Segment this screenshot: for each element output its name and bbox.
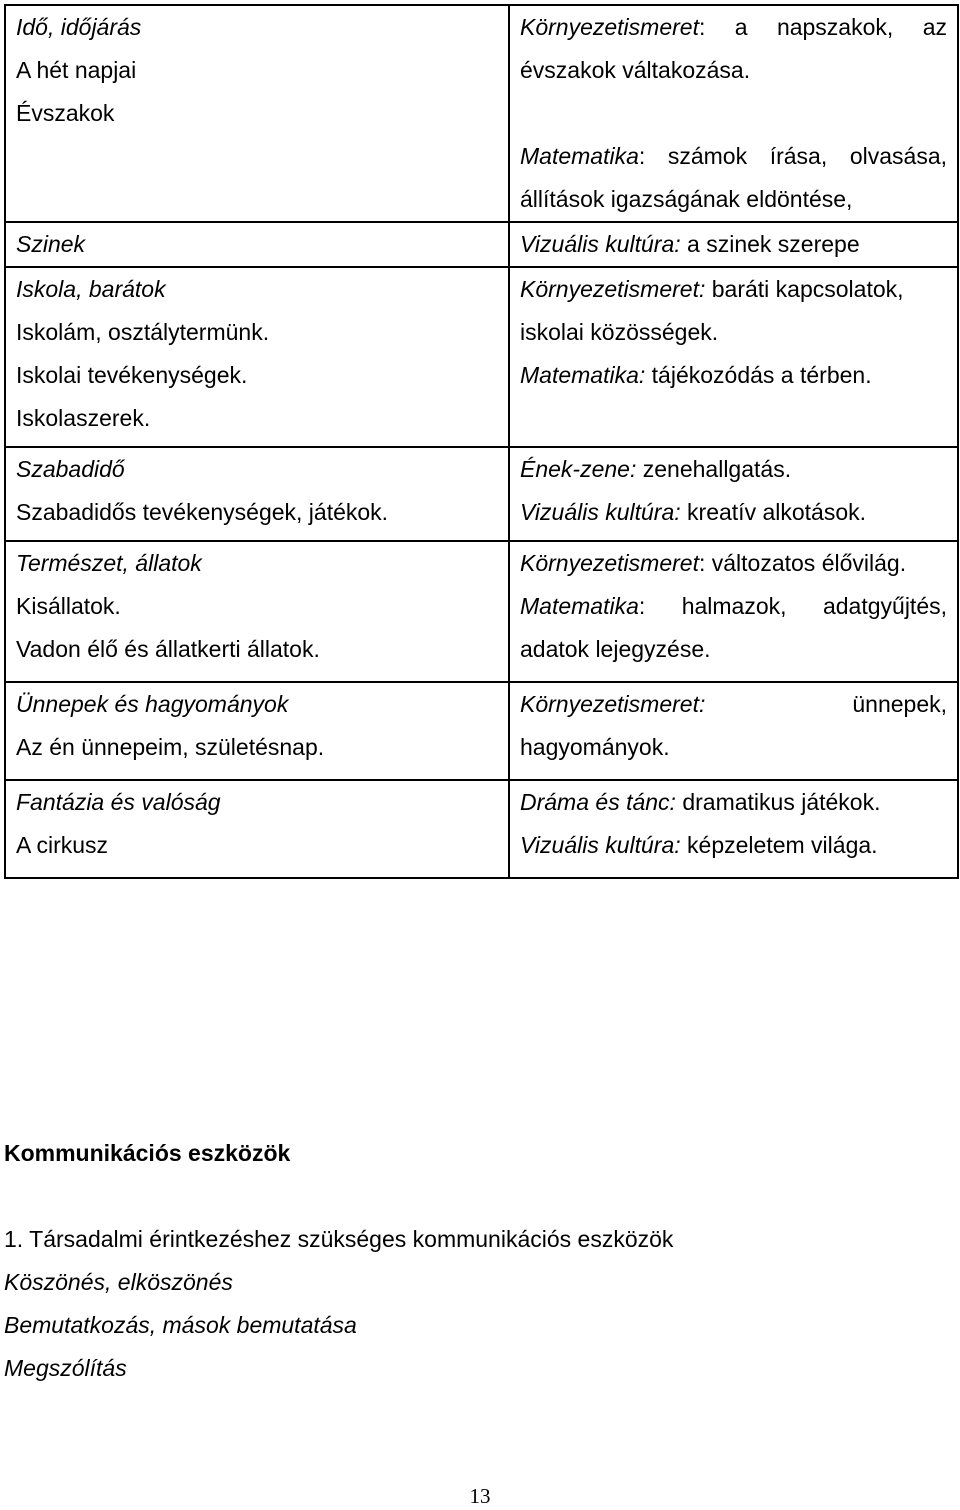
link-line: Dráma és tánc: dramatikus játékok. <box>520 789 881 815</box>
topic-title: Iskola, barátok <box>16 276 166 302</box>
topic-title: Szinek <box>16 231 86 257</box>
topic-line: A hét napjai <box>16 57 137 83</box>
link-line: Matematika: tájékozódás a térben. <box>520 362 872 388</box>
subject-name: Vizuális kultúra: <box>520 499 681 525</box>
topics-table <box>4 4 959 879</box>
topic-title: Ünnepek és hagyományok <box>16 691 289 717</box>
links-cell <box>509 222 958 267</box>
subject-name: Ének-zene: <box>520 456 637 482</box>
topic-title: Természet, állatok <box>16 550 202 576</box>
subject-name: Matematika <box>520 593 639 619</box>
topic-title: Fantázia és valóság <box>16 789 221 815</box>
communication-list <box>4 1218 673 1390</box>
link-line: Környezetismeret: ünnepek, hagyományok. <box>520 683 947 769</box>
link-line: Matematika: halmazok, adatgyűjtés, adatok lejegyzése. <box>520 593 947 662</box>
page-number: 13 <box>469 1484 491 1508</box>
topic-line: Vadon élő és állatkerti állatok. <box>16 636 320 662</box>
topic-line: Évszakok <box>16 100 115 126</box>
table-row <box>5 541 958 682</box>
topic-cell <box>5 267 509 447</box>
topic-cell <box>5 222 509 267</box>
topic-line: Kisállatok. <box>16 593 121 619</box>
list-item: Köszönés, elköszönés <box>4 1269 233 1295</box>
topic-title: Szabadidő <box>16 456 125 482</box>
subject-name: Matematika: <box>520 362 646 388</box>
table-row <box>5 447 958 541</box>
subject-name: Környezetismeret <box>520 550 699 576</box>
topic-line: Az én ünnepeim, születésnap. <box>16 734 325 760</box>
section-title: Kommunikációs eszközök <box>4 1140 291 1166</box>
links-cell <box>509 682 958 780</box>
link-line: Környezetismeret: változatos élővilág. <box>520 550 907 576</box>
links-cell <box>509 5 958 222</box>
subject-name: Környezetismeret: <box>520 276 706 302</box>
subject-name: Dráma és tánc: <box>520 789 676 815</box>
links-cell <box>509 541 958 682</box>
table-row <box>5 780 958 878</box>
topic-line: Iskolám, osztálytermünk. <box>16 319 270 345</box>
topic-cell <box>5 682 509 780</box>
table-row <box>5 267 958 447</box>
list-item: Megszólítás <box>4 1355 127 1381</box>
topic-line: A cirkusz <box>16 832 109 858</box>
topic-line: Szabadidős tevékenységek, játékok. <box>16 499 389 525</box>
subject-name: Vizuális kultúra: <box>520 231 681 257</box>
topic-title: Idő, időjárás <box>16 14 142 40</box>
list-item: Bemutatkozás, mások bemutatása <box>4 1312 357 1338</box>
link-line: Környezetismeret: a napszakok, az évszakok váltakozása. <box>520 14 947 83</box>
table-row <box>5 682 958 780</box>
subject-name: Környezetismeret <box>520 14 699 40</box>
topic-line: Iskolai tevékenységek. <box>16 362 248 388</box>
table-row <box>5 222 958 267</box>
topic-cell <box>5 447 509 541</box>
list-heading: 1. Társadalmi érintkezéshez szükséges kommunikációs eszközök <box>4 1226 674 1252</box>
link-line: Ének-zene: zenehallgatás. <box>520 456 792 482</box>
topic-cell <box>5 5 509 222</box>
subject-name: Környezetismeret: <box>520 691 706 717</box>
links-cell <box>509 447 958 541</box>
link-line: Matematika: számok írása, olvasása, állítások igazságának eldöntése, <box>520 143 947 212</box>
topic-cell <box>5 541 509 682</box>
subject-name: Vizuális kultúra: <box>520 832 681 858</box>
link-line: Környezetismeret: baráti kapcsolatok, iskolai közösségek. <box>520 276 904 345</box>
table-row <box>5 5 958 222</box>
topic-cell <box>5 780 509 878</box>
link-line: Vizuális kultúra: kreatív alkotások. <box>520 499 867 525</box>
links-cell <box>509 780 958 878</box>
topic-line: Iskolaszerek. <box>16 405 151 431</box>
subject-name: Matematika <box>520 143 639 169</box>
link-line: Vizuális kultúra: képzeletem világa. <box>520 832 878 858</box>
link-line: Vizuális kultúra: a szinek szerepe <box>520 231 860 257</box>
links-cell <box>509 267 958 447</box>
